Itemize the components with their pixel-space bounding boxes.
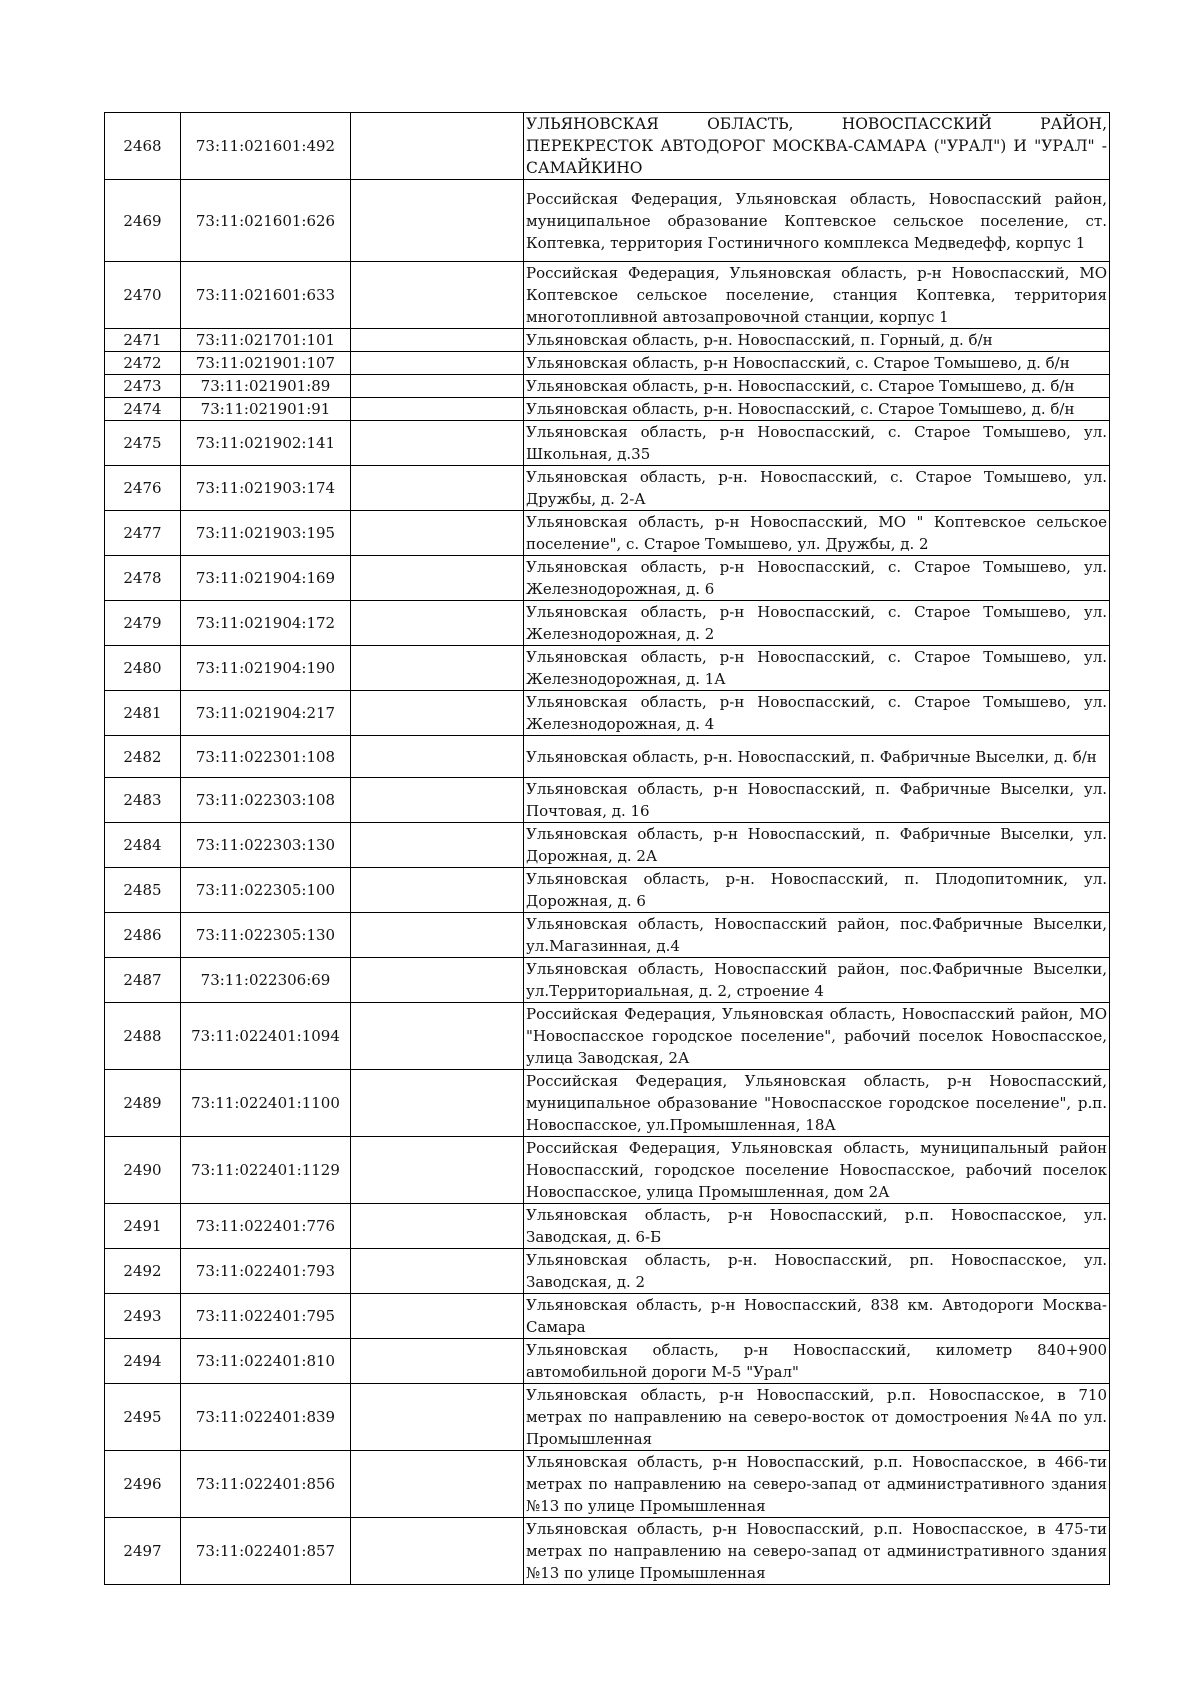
empty-cell [351,352,524,375]
empty-cell [351,511,524,556]
address-cell: Ульяновская область, р-н. Новоспасский, с. Старое Томышево, д. б/н [524,375,1110,398]
empty-cell [351,1070,524,1137]
empty-cell [351,1003,524,1070]
table-row [105,1249,1110,1294]
row-number-cell: 2476 [105,466,181,511]
row-number-cell: 2495 [105,1384,181,1451]
row-number-cell: 2491 [105,1204,181,1249]
empty-cell [351,375,524,398]
empty-cell [351,913,524,958]
row-number-cell: 2482 [105,736,181,778]
empty-cell [351,556,524,601]
empty-cell [351,823,524,868]
row-number-cell: 2473 [105,375,181,398]
address-cell: Ульяновская область, р-н Новоспасский, р.п. Новоспасское, ул. Заводская, д. 6-Б [524,1204,1110,1249]
address-cell: Ульяновская область, р-н Новоспасский, с. Старое Томышево, ул. Железнодорожная, д. 2 [524,601,1110,646]
table-row [105,823,1110,868]
table-row [105,958,1110,1003]
table-row [105,1451,1110,1518]
row-number-cell: 2486 [105,913,181,958]
address-cell: Ульяновская область, р-н. Новоспасский, с. Старое Томышево, д. б/н [524,398,1110,421]
row-number-cell: 2494 [105,1339,181,1384]
empty-cell [351,1339,524,1384]
address-cell: Российская Федерация, Ульяновская область, р-н Новоспасский, МО Коптевское сельское поселение, станция Коптевка, территория многотопливной автозапровочной станции, корпус 1 [524,262,1110,329]
table-row [105,646,1110,691]
row-number-cell: 2477 [105,511,181,556]
cadastral-number-cell: 73:11:021601:626 [181,180,351,262]
address-cell: Ульяновская область, р-н. Новоспасский, рп. Новоспасское, ул. Заводская, д. 2 [524,1249,1110,1294]
row-number-cell: 2487 [105,958,181,1003]
cadastral-number-cell: 73:11:022401:856 [181,1451,351,1518]
address-cell: Ульяновская область, р-н Новоспасский, р.п. Новоспасское, в 475-ти метрах по направлению на северо-запад от административного здания №13 по улице Промышленная [524,1518,1110,1585]
empty-cell [351,329,524,352]
address-cell: Ульяновская область, р-н Новоспасский, р.п. Новоспасское, в 710 метрах по направлению на северо-восток от домостроения №4А по ул. Промышленная [524,1384,1110,1451]
cadastral-number-cell: 73:11:022401:793 [181,1249,351,1294]
address-cell: Ульяновская область, р-н Новоспасский, р.п. Новоспасское, в 466-ти метрах по направлению на северо-запад от административного здания №13 по улице Промышленная [524,1451,1110,1518]
empty-cell [351,868,524,913]
empty-cell [351,1204,524,1249]
empty-cell [351,180,524,262]
table-row [105,1070,1110,1137]
row-number-cell: 2496 [105,1451,181,1518]
row-number-cell: 2488 [105,1003,181,1070]
cadastral-number-cell: 73:11:021904:169 [181,556,351,601]
cadastral-number-cell: 73:11:021902:141 [181,421,351,466]
cadastral-number-cell: 73:11:022401:1100 [181,1070,351,1137]
table-row [105,262,1110,329]
row-number-cell: 2471 [105,329,181,352]
cadastral-number-cell: 73:11:022401:1129 [181,1137,351,1204]
registry-table-body [105,113,1110,1585]
cadastral-number-cell: 73:11:021901:89 [181,375,351,398]
table-row [105,1518,1110,1585]
address-cell: Ульяновская область, р-н Новоспасский, п. Фабричные Выселки, ул. Почтовая, д. 16 [524,778,1110,823]
address-cell: Ульяновская область, Новоспасский район, пос.Фабричные Выселки, ул.Магазинная, д.4 [524,913,1110,958]
row-number-cell: 2479 [105,601,181,646]
table-row [105,1294,1110,1339]
cadastral-number-cell: 73:11:021601:492 [181,113,351,180]
empty-cell [351,1294,524,1339]
cadastral-number-cell: 73:11:022401:1094 [181,1003,351,1070]
table-row [105,691,1110,736]
empty-cell [351,1451,524,1518]
empty-cell [351,421,524,466]
empty-cell [351,778,524,823]
table-row [105,1204,1110,1249]
cadastral-number-cell: 73:11:022301:108 [181,736,351,778]
table-row [105,113,1110,180]
address-cell: Российская Федерация, Ульяновская область, Новоспасский район, муниципальное образование Коптевское сельское поселение, ст. Коптевка, территория Гостиничного комплекса Медведефф, корпус 1 [524,180,1110,262]
address-cell: Ульяновская область, р-н. Новоспасский, п. Плодопитомник, ул. Дорожная, д. 6 [524,868,1110,913]
table-row [105,329,1110,352]
address-cell: Ульяновская область, р-н Новоспасский, с. Старое Томышево, д. б/н [524,352,1110,375]
empty-cell [351,691,524,736]
cadastral-number-cell: 73:11:021901:91 [181,398,351,421]
cadastral-number-cell: 73:11:022401:795 [181,1294,351,1339]
row-number-cell: 2485 [105,868,181,913]
table-row [105,398,1110,421]
row-number-cell: 2489 [105,1070,181,1137]
cadastral-number-cell: 73:11:021904:172 [181,601,351,646]
table-row [105,868,1110,913]
address-cell: УЛЬЯНОВСКАЯ ОБЛАСТЬ, НОВОСПАССКИЙ РАЙОН, ПЕРЕКРЕСТОК АВТОДОРОГ МОСКВА-САМАРА ("УРАЛ") И "УРАЛ" - САМАЙКИНО [524,113,1110,180]
table-row [105,421,1110,466]
table-row [105,778,1110,823]
row-number-cell: 2481 [105,691,181,736]
table-row [105,913,1110,958]
table-row [105,1339,1110,1384]
address-cell: Ульяновская область, р-н Новоспасский, с. Старое Томышево, ул. Железнодорожная, д. 4 [524,691,1110,736]
row-number-cell: 2478 [105,556,181,601]
address-cell: Ульяновская область, р-н Новоспасский, километр 840+900 автомобильной дороги М-5 "Урал" [524,1339,1110,1384]
address-cell: Ульяновская область, р-н Новоспасский, 838 км. Автодороги Москва-Самара [524,1294,1110,1339]
table-row [105,180,1110,262]
cadastral-number-cell: 73:11:022401:810 [181,1339,351,1384]
table-row [105,511,1110,556]
address-cell: Российская Федерация, Ульяновская область, Новоспасский район, МО "Новоспасское городское поселение", рабочий поселок Новоспасское, улица Заводская, 2А [524,1003,1110,1070]
empty-cell [351,398,524,421]
cadastral-number-cell: 73:11:021904:217 [181,691,351,736]
row-number-cell: 2483 [105,778,181,823]
cadastral-number-cell: 73:11:021601:633 [181,262,351,329]
empty-cell [351,958,524,1003]
empty-cell [351,736,524,778]
table-row [105,466,1110,511]
empty-cell [351,466,524,511]
row-number-cell: 2470 [105,262,181,329]
empty-cell [351,1384,524,1451]
empty-cell [351,1137,524,1204]
address-cell: Ульяновская область, р-н Новоспасский, с. Старое Томышево, ул. Железнодорожная, д. 6 [524,556,1110,601]
cadastral-number-cell: 73:11:021903:195 [181,511,351,556]
address-cell: Российская Федерация, Ульяновская область, р-н Новоспасский, муниципальное образование "Новоспасское городское поселение", р.п. Новоспасское, ул.Промышленная, 18А [524,1070,1110,1137]
row-number-cell: 2469 [105,180,181,262]
address-cell: Ульяновская область, р-н Новоспасский, с. Старое Томышево, ул. Школьная, д.35 [524,421,1110,466]
table-row [105,1384,1110,1451]
table-row [105,1137,1110,1204]
cadastral-number-cell: 73:11:021701:101 [181,329,351,352]
empty-cell [351,262,524,329]
table-row [105,736,1110,778]
row-number-cell: 2497 [105,1518,181,1585]
table-row [105,556,1110,601]
row-number-cell: 2484 [105,823,181,868]
empty-cell [351,1518,524,1585]
table-row [105,601,1110,646]
cadastral-number-cell: 73:11:022401:857 [181,1518,351,1585]
row-number-cell: 2480 [105,646,181,691]
empty-cell [351,1249,524,1294]
cadastral-number-cell: 73:11:022401:776 [181,1204,351,1249]
address-cell: Ульяновская область, р-н Новоспасский, с. Старое Томышево, ул. Железнодорожная, д. 1А [524,646,1110,691]
address-cell: Ульяновская область, р-н. Новоспасский, п. Горный, д. б/н [524,329,1110,352]
address-cell: Ульяновская область, р-н. Новоспасский, п. Фабричные Выселки, д. б/н [524,736,1110,778]
address-cell: Ульяновская область, р-н Новоспасский, МО " Коптевское сельское поселение", с. Старое Томышево, ул. Дружбы, д. 2 [524,511,1110,556]
row-number-cell: 2492 [105,1249,181,1294]
address-cell: Ульяновская область, Новоспасский район, пос.Фабричные Выселки, ул.Территориальная, д. 2, строение 4 [524,958,1110,1003]
empty-cell [351,601,524,646]
cadastral-number-cell: 73:11:022306:69 [181,958,351,1003]
table-row [105,1003,1110,1070]
table-row [105,375,1110,398]
row-number-cell: 2474 [105,398,181,421]
table-row [105,352,1110,375]
address-cell: Ульяновская область, р-н Новоспасский, п. Фабричные Выселки, ул. Дорожная, д. 2А [524,823,1110,868]
cadastral-number-cell: 73:11:021904:190 [181,646,351,691]
address-cell: Российская Федерация, Ульяновская область, муниципальный район Новоспасский, городское поселение Новоспасское, рабочий поселок Новоспасское, улица Промышленная, дом 2А [524,1137,1110,1204]
row-number-cell: 2490 [105,1137,181,1204]
empty-cell [351,113,524,180]
cadastral-number-cell: 73:11:022303:130 [181,823,351,868]
cadastral-number-cell: 73:11:022303:108 [181,778,351,823]
cadastral-number-cell: 73:11:021903:174 [181,466,351,511]
property-registry-table [104,112,1110,1585]
row-number-cell: 2468 [105,113,181,180]
cadastral-number-cell: 73:11:021901:107 [181,352,351,375]
row-number-cell: 2472 [105,352,181,375]
row-number-cell: 2493 [105,1294,181,1339]
row-number-cell: 2475 [105,421,181,466]
cadastral-number-cell: 73:11:022305:100 [181,868,351,913]
empty-cell [351,646,524,691]
cadastral-number-cell: 73:11:022401:839 [181,1384,351,1451]
address-cell: Ульяновская область, р-н. Новоспасский, с. Старое Томышево, ул. Дружбы, д. 2-А [524,466,1110,511]
cadastral-number-cell: 73:11:022305:130 [181,913,351,958]
